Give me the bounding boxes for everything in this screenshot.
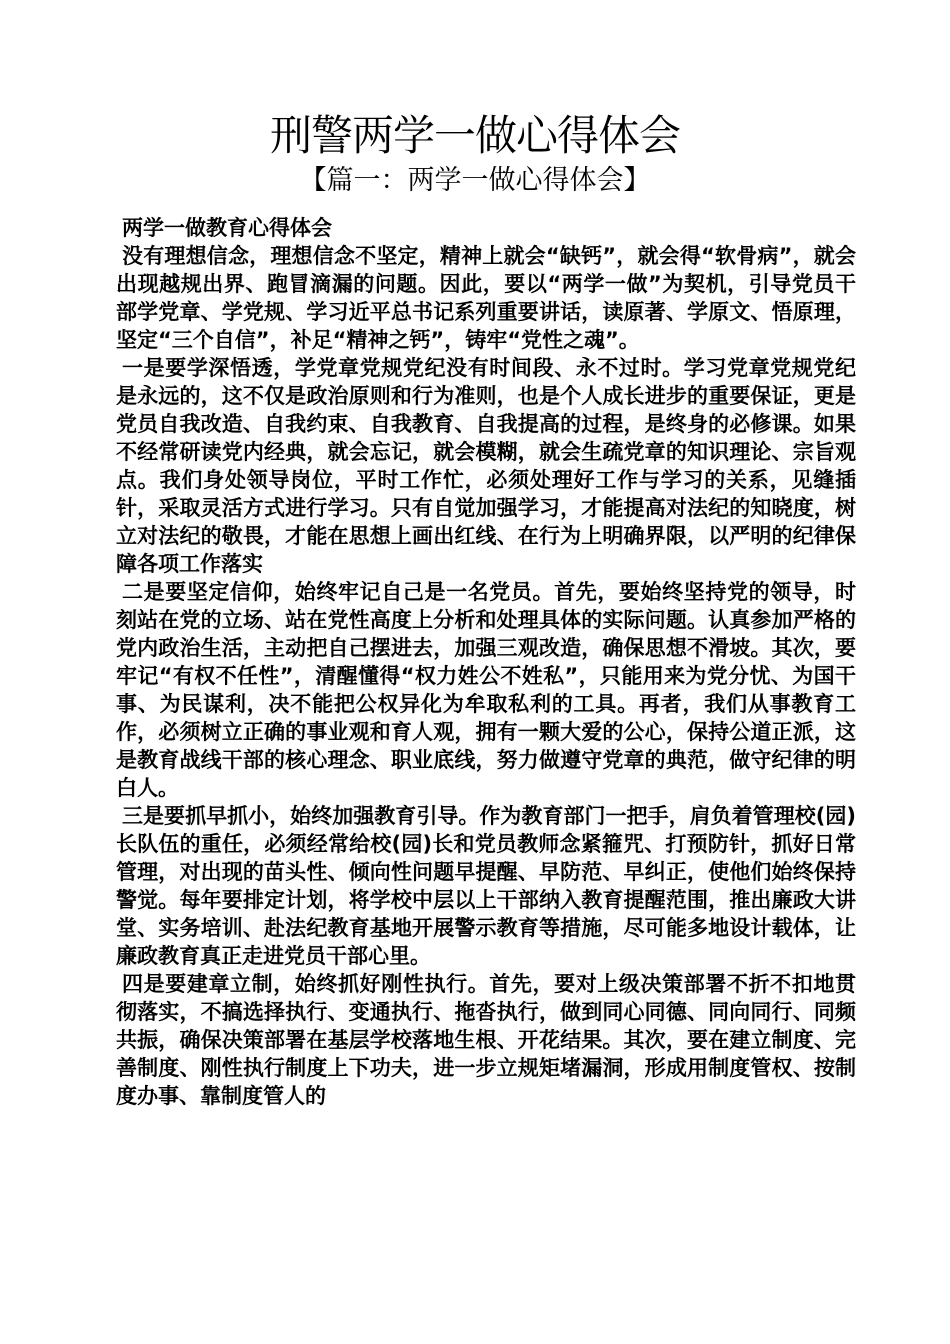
- paragraph-intro: 没有理想信念，理想信念不坚定，精神上就会“缺钙”，就会得“软骨病”，就会出现越规出界、跑冒滴漏的问题。因此，要以“两学一做”为契机，引导党员干部学党章、学党规、学习近平总书记系列重要讲话，读原著、学原文、悟原理，坚定“三个自信”，补足“精神之钙”，铸牢“党性之魂”。: [116, 244, 856, 352]
- document-body: [116, 214, 856, 1110]
- document-title: 刑警两学一做心得体会: [269, 111, 680, 160]
- paragraph-point-one: 一是要学深悟透，学党章党规党纪没有时间段、永不过时。学习党章党规党纪是永远的，这不仅是政治原则和行为准则，也是个人成长进步的重要保证，更是党员自我改造、自我约束、自我教育、自我提高的过程，是终身的必修课。如果不经常研读党内经典，就会忘记，就会模糊，就会生疏党章的知识理论、宗旨观点。我们身处领导岗位，平时工作忙，必须处理好工作与学习的关系，见缝插针，采取灵活方式进行学习。只有自觉加强学习，才能提高对法纪的知晓度，树立对法纪的敬畏，才能在思想上画出红线、在行为上明确界限，以严明的纪律保障各项工作落实: [116, 356, 856, 576]
- paragraph-point-four: 四是要建章立制，始终抓好刚性执行。首先，要对上级决策部署不折不扣地贯彻落实，不搞选择执行、变通执行、拖沓执行，做到同心同德、同向同行、同频共振，确保决策部署在基层学校落地生根、开花结果。其次，要在建立制度、完善制度、刚性执行制度上下功夫，进一步立规矩堵漏洞，形成用制度管权、按制度办事、靠制度管人的: [116, 972, 856, 1108]
- paragraph-heading: 两学一做教育心得体会: [122, 216, 332, 240]
- document-subtitle: 【篇一：两学一做心得体会】: [299, 165, 651, 196]
- paragraph-point-three: 三是要抓早抓小，始终加强教育引导。作为教育部门一把手，肩负着管理校(园)长队伍的重任，必须经常给校(园)长和党员教师念紧箍咒、打预防针，抓好日常管理，对出现的苗头性、倾向性问题早提醒、早防范、早纠正，使他们始终保持警觉。每年要排定计划，将学校中层以上干部纳入教育提醒范围，推出廉政大讲堂、实务培训、赴法纪教育基地开展警示教育等措施，尽可能多地设计载体，让廉政教育真正走进党员干部心里。: [116, 804, 856, 968]
- paragraph-point-two: 二是要坚定信仰，始终牢记自己是一名党员。首先，要始终坚持党的领导，时刻站在党的立场、站在党性高度上分析和处理具体的实际问题。认真参加严格的党内政治生活，主动把自己摆进去，加强三观改造，确保思想不滑坡。其次，要牢记“有权不任性”，清醒懂得“权力姓公不姓私”，只能用来为党分忧、为国干事、为民谋利，决不能把公权异化为牟取私利的工具。再者，我们从事教育工作，必须树立正确的事业观和育人观，拥有一颗大爱的公心，保持公道正派，这是教育战线干部的核心理念、职业底线，努力做遵守党章的典范，做守纪律的明白人。: [116, 580, 856, 800]
